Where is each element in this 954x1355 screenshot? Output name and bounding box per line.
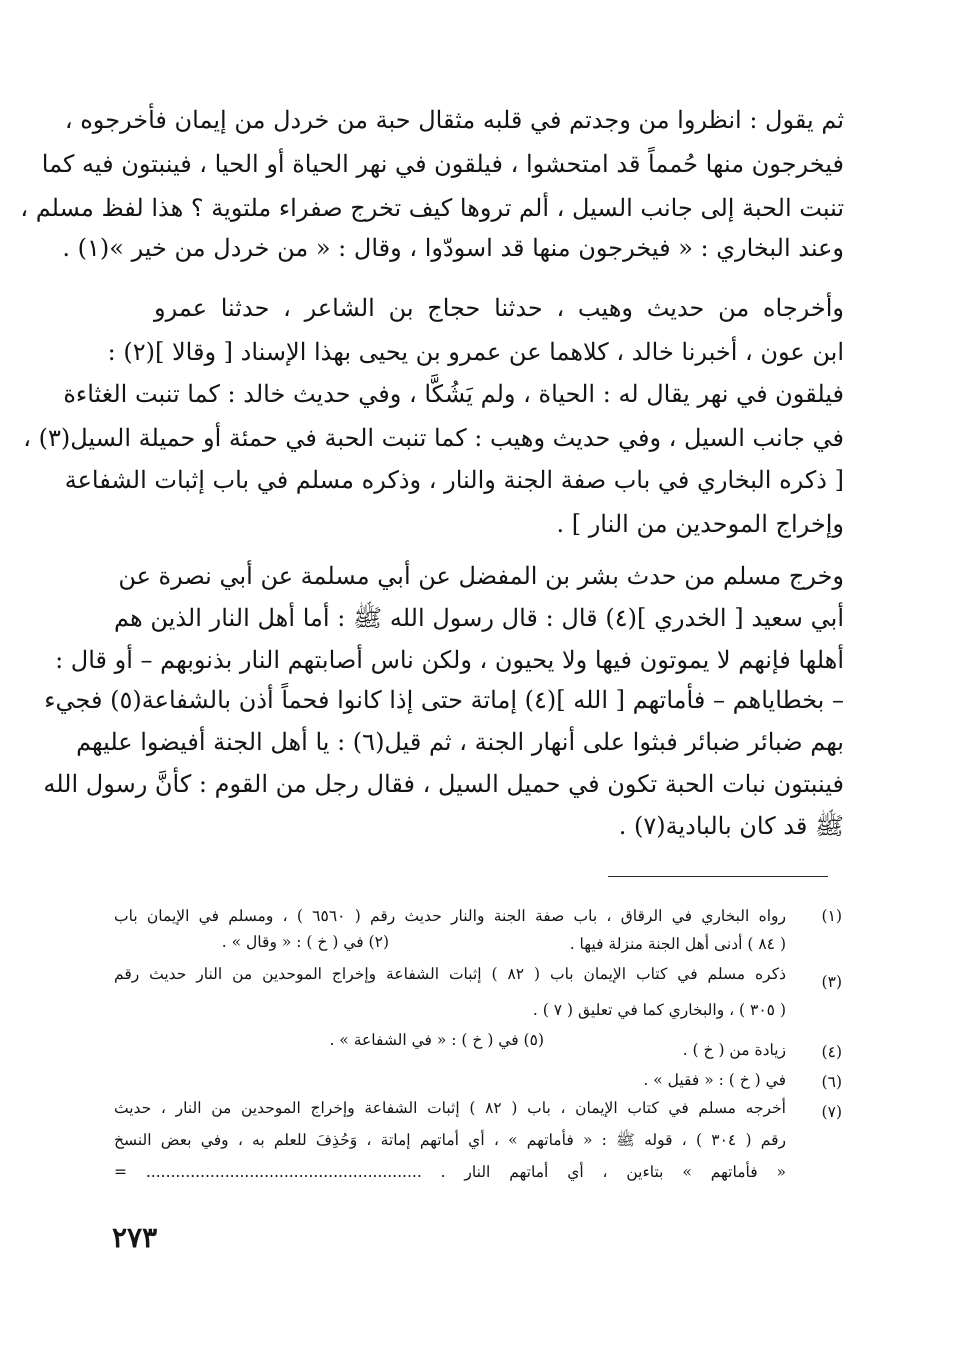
footnote-text: (٢) في ( خ ) : « وقال » . [221, 933, 389, 951]
text-line: فينبتون نبات الحبة تكون في حميل السيل ، فقال رجل من القوم : كأنَّ رسول الله [43, 770, 844, 798]
text-line: بهم ضبائر ضبائر فبثوا على أنهار الجنة ، ثم قيل(٦) : يا أهل الجنة أفيضوا عليهم [76, 728, 844, 756]
text-line: ابن عون ، أخبرنا خالد ، كلاهما عن عمرو بن يحيى بهذا الإسناد [ وقالا ](٢) : [107, 338, 844, 366]
text-line: أهلها فإنهم لا يموتون فيها ولا يحيون ، ولكن ناس أصابتهم النار بذنوبهم – أو قال : [55, 646, 844, 674]
footnote-number: (٣) [821, 973, 842, 991]
footnote-text: ( ٨٤ ) أدنى أهل الجنة منزلة فيها . [569, 935, 786, 953]
footnote-text: في ( خ ) : « فقيل » . [643, 1071, 786, 1089]
text-line: ثم يقول : انظروا من وجدتم في قلبه مثقال حبة من خردل من إيمان فأخرجوه ، [64, 106, 844, 134]
footnote-number: (٧) [821, 1103, 842, 1121]
text-line: – بخطاياهم – فأماتهم [ الله ](٤) إماتة حتى إذا كانوا فحماً أذن بالشفاعة(٥) فجيء [44, 686, 844, 714]
text-line: أبي سعيد [ الخدري ](٤) قال : قال رسول الله ﷺ : أما أهل النار الذين هم [114, 604, 844, 632]
footnote-text: رواه البخاري في الرقاق ، باب صفة الجنة والنار حديث رقم ( ٦٥٦٠ ) ، ومسلم في الإيمان باب [114, 907, 786, 925]
page-number: ٢٧٣ [112, 1221, 158, 1254]
footnote-text: زيادة من ( خ ) . [682, 1041, 786, 1059]
footnote-number: (٦) [821, 1073, 842, 1091]
text-line: وخرج مسلم من حدث بشر بن المفضل عن أبي مسلمة عن أبي نصرة عن [118, 562, 844, 590]
text-line: وعند البخاري : « فيخرجون منها قد اسودّوا ، وقال : « من خردل من خير »(١) . [62, 234, 844, 262]
footnote-separator [608, 876, 828, 877]
text-line: فيخرجون منها حُمماً قد امتحشوا ، فيلقون في نهر الحياة أو الحيا ، فينبتون فيه كما [41, 150, 844, 178]
footnote-text: « فأماتهم » بتاءين ، أي أماتهم النار . ........................................................ = [114, 1163, 786, 1181]
text-line: ﷺ قد كان بالبادية(٧) . [618, 812, 844, 840]
footnote-text: رقم ( ٣٠٤ ) ، قوله ﷺ : « فأماتهم » ، أي أماتهم إماتة ، وَحُذِفَ للعلم به ، وفي بعض النسخ [114, 1131, 786, 1149]
text-line: في جانب السيل ، وفي حديث وهيب : كما تنبت الحبة في حمئة أو حميلة السيل(٣) ، [23, 424, 844, 452]
text-line: وأخرجاه من حديث وهيب ، حدثنا حجاج بن الشاعر ، حدثنا عمرو [154, 294, 844, 322]
text-line: [ ذكره البخاري في باب صفة الجنة والنار ، وذكره مسلم في باب إثبات الشفاعة [64, 466, 844, 494]
text-line: فيلقون في نهر يقال له : الحياة ، ولم يَشُكَّا ، وفي حديث خالد : كما تنبت الغثاءة [63, 380, 844, 408]
footnote-text: أخرجه مسلم في كتاب الإيمان ، باب ( ٨٢ ) إثبات الشفاعة وإخراج الموحدين من النار ، حديث [114, 1099, 786, 1117]
footnote-number: (١) [821, 907, 842, 925]
footnote-text: (٥) في ( خ ) : « في الشفاعة » . [329, 1031, 544, 1049]
footnote-text: ( ٣٠٥ ) ، والبخاري كما في تعليق ( ٧ ) . [532, 1001, 786, 1019]
footnote-number: (٤) [821, 1043, 842, 1061]
footnote-text: ذكره مسلم في كتاب الإيمان باب ( ٨٢ ) إثبات الشفاعة وإخراج الموحدين من النار حديث رقم [114, 965, 786, 983]
text-line: تنبت الحبة إلى جانب السيل ، ألم تروها كيف تخرج صفراء ملتوية ؟ هذا لفظ مسلم ، [20, 194, 844, 222]
text-line: وإخراج الموحدين من النار ] . [556, 510, 844, 538]
